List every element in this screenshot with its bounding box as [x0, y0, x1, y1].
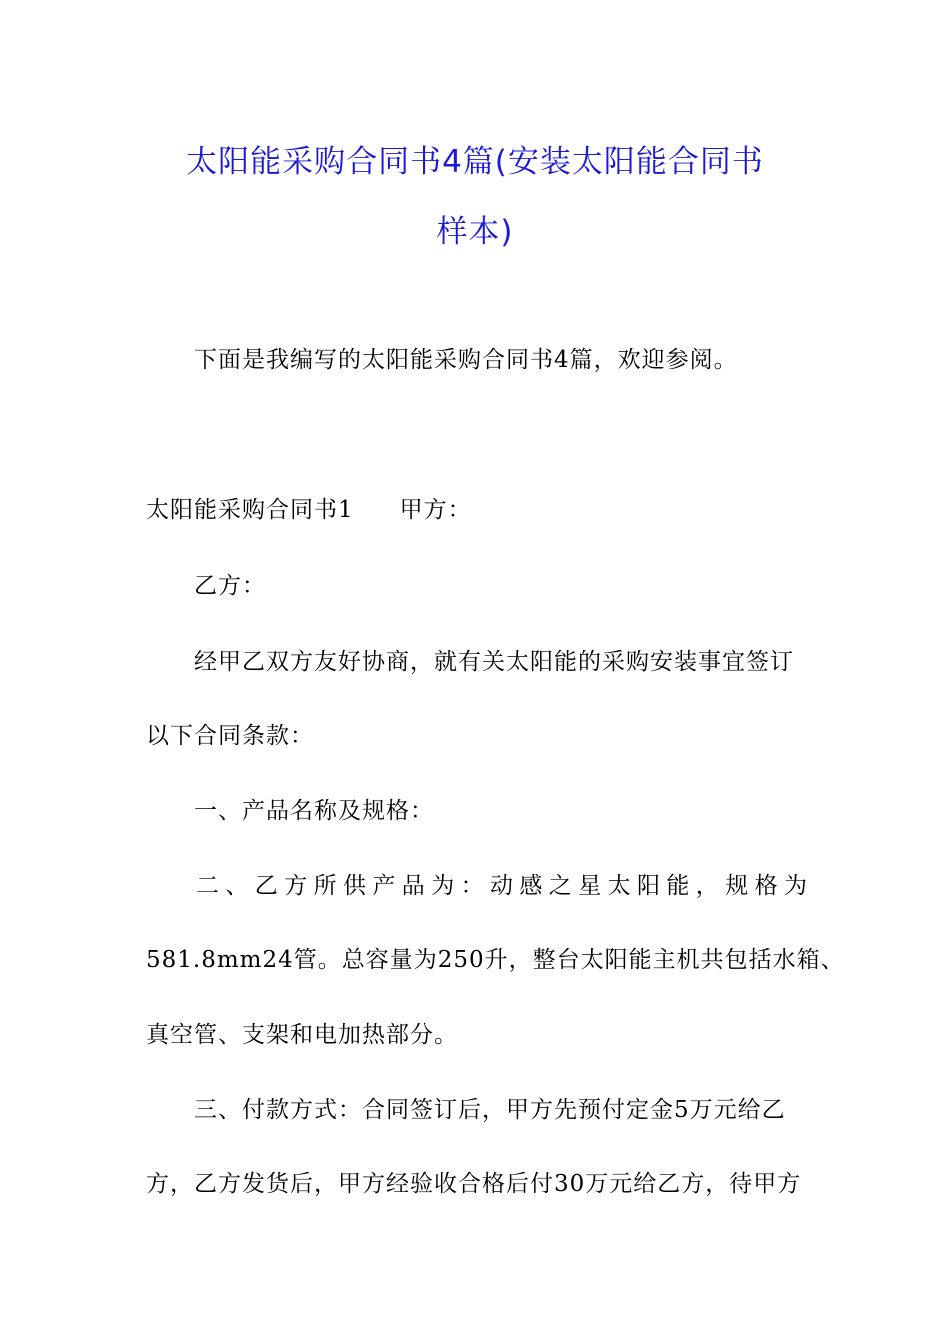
intro-paragraph: 下面是我编写的太阳能采购合同书4篇，欢迎参阅。 — [194, 347, 738, 373]
document-title-line2: 样本) — [436, 214, 514, 250]
clause-item-1: 一、产品名称及规格： — [194, 798, 434, 824]
clause-item-3-line: 三、付款方式：合同签订后，甲方先预付定金5万元给乙 — [194, 1097, 786, 1123]
clause-item-2-line: 581.8mm24管。总容量为250升，整台太阳能主机共包括水箱、 — [146, 947, 845, 973]
section-heading-row — [146, 494, 472, 526]
party-a-label: 甲方： — [399, 497, 472, 523]
section-heading: 太阳能采购合同书1 — [146, 497, 354, 523]
clause-item-2-line: 二、乙方所供产品为：动感之星太阳能，规格为 — [196, 873, 808, 899]
paragraph-line: 经甲乙双方友好协商，就有关太阳能的采购安装事宜签订 — [194, 649, 794, 675]
document-title-line1: 太阳能采购合同书4篇(安装太阳能合同书 — [186, 144, 764, 180]
clause-item-2-line: 真空管、支架和电加热部分。 — [146, 1022, 458, 1048]
clause-item-3-line: 方，乙方发货后，甲方经验收合格后付30万元给乙方，待甲方 — [146, 1171, 802, 1197]
party-b-label: 乙方： — [194, 573, 266, 599]
paragraph-line: 以下合同条款： — [146, 723, 314, 749]
